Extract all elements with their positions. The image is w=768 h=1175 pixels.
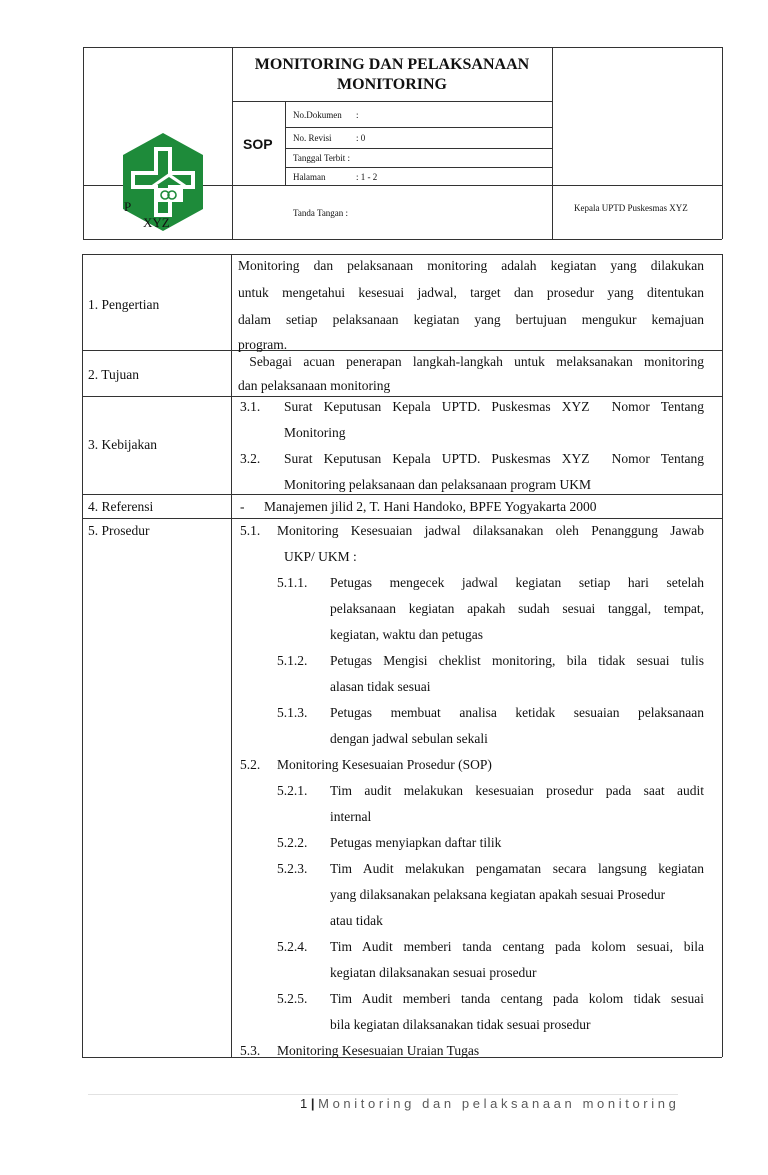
- footer-separator: |: [310, 1096, 315, 1111]
- kebijakan-item-line: Monitoring pelaksanaan dan pelaksanaan program UKM: [284, 477, 592, 492]
- prosedur-subitem-line: pelaksanaan kegiatan apakah sudah sesuai tanggal, tempat,: [330, 601, 704, 616]
- logo-caption-2: XYZ: [143, 215, 170, 230]
- prosedur-subitem-line: atau tidak: [330, 913, 383, 928]
- prosedur-item-number: 5.3.: [240, 1043, 261, 1058]
- prosedur-subitem-number: 5.1.2.: [277, 653, 308, 668]
- prosedur-subitem-number: 5.1.1.: [277, 575, 308, 590]
- footer-page-number: 1: [300, 1096, 308, 1111]
- section-label-tujuan: 2. Tujuan: [88, 367, 140, 382]
- prosedur-subitem-line: dengan jadwal sebulan sekali: [330, 731, 488, 746]
- logo-caption-1: P: [124, 199, 132, 214]
- prosedur-item-number: 5.1.: [240, 523, 261, 538]
- prosedur-subitem-line: bila kegiatan dilaksanakan tidak sesuai prosedur: [330, 1017, 591, 1032]
- footer-rule: [88, 1094, 678, 1095]
- section-label-pengertian: 1. Pengertian: [88, 297, 160, 312]
- pengertian-line: Monitoring dan pelaksanaan monitoring adalah kegiatan yang dilakukan: [238, 258, 704, 273]
- prosedur-item-line: UKP/ UKM :: [284, 549, 357, 564]
- doc-no-label: No.Dokumen: [293, 110, 342, 120]
- prosedur-subitem-line: alasan tidak sesuai: [330, 679, 431, 694]
- issue-date-label: Tanggal Terbit :: [293, 153, 351, 163]
- doc-no-value: :: [356, 110, 359, 120]
- prosedur-item-line: Monitoring Kesesuaian jadwal dilaksanakan oleh Penanggung Jawab: [277, 523, 704, 538]
- tujuan-line: Sebagai acuan penerapan langkah-langkah untuk melaksanakan monitoring: [238, 354, 704, 369]
- prosedur-subitem-line: kegiatan, waktu dan petugas: [330, 627, 483, 642]
- prosedur-subitem-line: Tim Audit memberi tanda centang pada kolom tidak sesuai: [330, 991, 704, 1006]
- signature-label: Tanda Tangan :: [293, 208, 349, 218]
- section-label-prosedur: 5. Prosedur: [88, 523, 150, 538]
- footer-title: M o n i t o r i n g d a n p e l a k s a n a a n m o n i t o r i n g: [318, 1096, 676, 1111]
- prosedur-item-line: Monitoring Kesesuaian Uraian Tugas: [277, 1043, 480, 1058]
- prosedur-subitem-line: Petugas membuat analisa ketidak sesuaian pelaksanaan: [330, 705, 704, 720]
- kebijakan-item-line: Surat Keputusan Kepala UPTD. Puskesmas XYZ Nomor Tentang: [284, 451, 704, 466]
- section-label-kebijakan: 3. Kebijakan: [88, 437, 157, 452]
- pengertian-line: untuk mengetahui kesesuai jadwal, target dan prosedur yang ditentukan: [238, 285, 704, 300]
- referensi-dash: -: [240, 499, 245, 514]
- prosedur-subitem-number: 5.2.5.: [277, 991, 308, 1006]
- document-title-line2: MONITORING: [337, 76, 447, 93]
- prosedur-subitem-number: 5.2.3.: [277, 861, 308, 876]
- prosedur-subitem-line: kegiatan dilaksanakan sesuai prosedur: [330, 965, 537, 980]
- prosedur-item-line: Monitoring Kesesuaian Prosedur (SOP): [277, 757, 492, 772]
- document-title-line1: MONITORING DAN PELAKSANAAN: [254, 56, 530, 73]
- kebijakan-item-line: Monitoring: [284, 425, 346, 440]
- pengertian-line: dalam setiap pelaksanaan kegiatan yang bertujuan mengukur kemajuan: [238, 312, 704, 327]
- prosedur-subitem-line: Tim Audit melakukan pengamatan secara langsung kegiatan: [330, 861, 704, 876]
- page-value: : 1 - 2: [356, 172, 378, 182]
- sop-label: SOP: [243, 136, 273, 152]
- prosedur-subitem-line: yang dilaksanakan pelaksana kegiatan apakah sesuai Prosedur: [330, 887, 666, 902]
- prosedur-subitem-line: Petugas Mengisi cheklist monitoring, bila tidak sesuai tulis: [330, 653, 704, 668]
- prosedur-subitem-line: internal: [330, 809, 372, 824]
- prosedur-item-number: 5.2.: [240, 757, 261, 772]
- prosedur-subitem-line: Tim Audit memberi tanda centang pada kolom sesuai, bila: [330, 939, 704, 954]
- prosedur-subitem-number: 5.2.1.: [277, 783, 308, 798]
- kebijakan-item-number: 3.1.: [240, 399, 261, 414]
- referensi-text: Manajemen jilid 2, T. Hani Handoko, BPFE Yogyakarta 2000: [264, 499, 597, 514]
- revision-label: No. Revisi: [293, 133, 332, 143]
- prosedur-subitem-number: 5.1.3.: [277, 705, 308, 720]
- prosedur-subitem-line: Petugas mengecek jadwal kegiatan setiap hari setelah: [330, 575, 704, 590]
- footer: [300, 1096, 676, 1111]
- page-label: Halaman: [293, 172, 326, 182]
- prosedur-subitem-number: 5.2.2.: [277, 835, 308, 850]
- section-label-referensi: 4. Referensi: [88, 499, 154, 514]
- prosedur-subitem-line: Tim audit melakukan kesesuaian prosedur pada saat audit: [330, 783, 704, 798]
- prosedur-subitem-number: 5.2.4.: [277, 939, 308, 954]
- prosedur-subitem-line: Petugas menyiapkan daftar tilik: [330, 835, 502, 850]
- pengertian-line: program.: [238, 337, 288, 352]
- kebijakan-item-line: Surat Keputusan Kepala UPTD. Puskesmas XYZ Nomor Tentang: [284, 399, 704, 414]
- kebijakan-item-number: 3.2.: [240, 451, 261, 466]
- tujuan-line: dan pelaksanaan monitoring: [238, 378, 391, 393]
- signatory: Kepala UPTD Puskesmas XYZ: [574, 203, 688, 213]
- revision-value: : 0: [356, 133, 366, 143]
